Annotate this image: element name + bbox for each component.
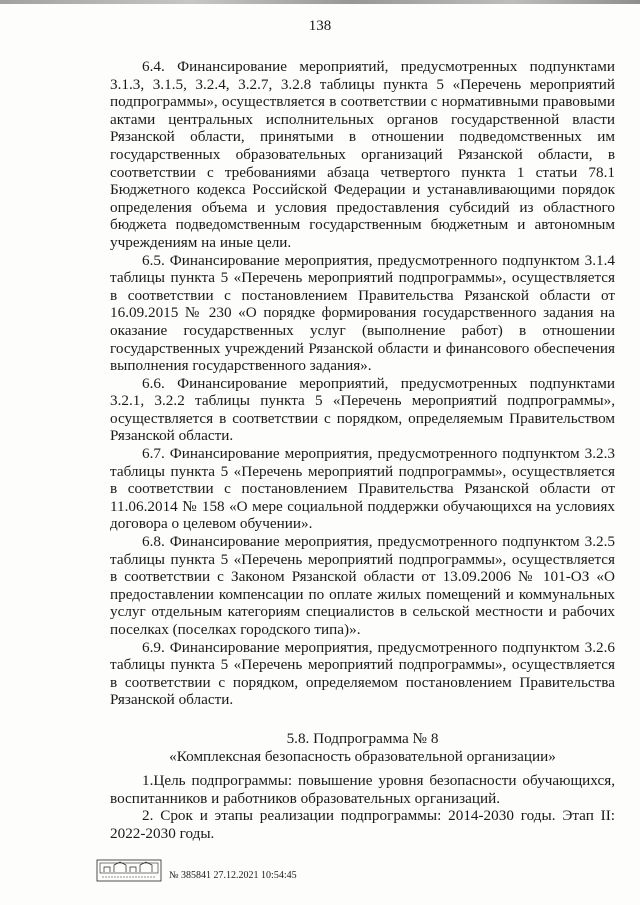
paragraph-6-9: 6.9. Финансирование мероприятия, предусмотренного подпунктом 3.2.6 таблицы пункта 5 «Перечень мероприятий подпрограммы», осуществляется в соответствии с порядком, определяемом постановлением Правительства Рязанской области. xyxy=(110,638,615,709)
scan-top-edge xyxy=(0,0,640,4)
document-registration-stamp: № 385841 27.12.2021 10:54:45 xyxy=(169,870,297,881)
paragraph-6-4: 6.4. Финансирование мероприятий, предусмотренных подпунктами 3.1.3, 3.1.5, 3.2.4, 3.2.7, 3.2.8 таблицы пункта 5 «Перечень мероприятий подпрограммы», осуществляется в соответствии с нормативными правовыми актами центральных исполнительных органов государственной власти Рязанской области, принятыми в отношении подведомственных им государственных образовательных организаций Рязанской области, в соответствии с требованиями абзаца четвертого пункта 1 статьи 78.1 Бюджетного кодекса Российской Федерации и устанавливающими порядок определения объема и условия предоставления субсидий из областного бюджета подведомственным государственным бюджетным и автономным учреждениям на иные цели. xyxy=(110,58,615,251)
document-footer xyxy=(96,858,396,898)
paragraph-6-5: 6.5. Финансирование мероприятия, предусмотренного подпунктом 3.1.4 таблицы пункта 5 «Перечень мероприятий подпрограммы», осуществляется в соответствии с постановлением Правительства Рязанской области от 16.09.2015 № 230 «О порядке формирования государственного задания на оказание государственных услуг (выполнение работ) в отношении государственных учреждений Рязанской области и финансового обеспечения выполнения государственного задания». xyxy=(110,251,615,375)
section-heading: 5.8. Подпрограмма № 8 xyxy=(286,729,439,747)
registry-stamp-icon xyxy=(96,858,162,884)
paragraph-6-7: 6.7. Финансирование мероприятия, предусмотренного подпунктом 3.2.3 таблицы пункта 5 «Перечень мероприятий подпрограммы», осуществляется в соответствии с постановлением Правительства Рязанской области от 11.06.2014 № 158 «О мере социальной поддержки обучающихся на условиях договора о целевом обучении». xyxy=(110,445,615,533)
document-body xyxy=(110,58,615,843)
section-term-paragraph: 2. Срок и этапы реализации подпрограммы: 2014-2030 годы. Этап II: 2022-2030 годы. xyxy=(110,807,615,842)
paragraph-6-8: 6.8. Финансирование мероприятия, предусмотренного подпунктом 3.2.5 таблицы пункта 5 «Перечень мероприятий подпрограммы», осуществляется в соответствии с Законом Рязанской области от 13.09.2006 № 101-ОЗ «О предоставлении компенсации по оплате жилых помещений и коммунальных услуг отдельным категориям специалистов в сельской местности и рабочих поселках (поселках городского типа)». xyxy=(110,533,615,638)
section-subtitle: «Комплексная безопасность образовательной организации» xyxy=(169,747,556,765)
page-number: 138 xyxy=(308,18,332,34)
paragraph-6-6: 6.6. Финансирование мероприятий, предусмотренных подпунктами 3.2.1, 3.2.2 таблицы пункта 5 «Перечень мероприятий подпрограммы», осуществляется в соответствии с порядком, определяемым Правительством Рязанской области. xyxy=(110,374,615,445)
section-goal-paragraph: 1.Цель подпрограммы: повышение уровня безопасности обучающихся, воспитанников и работников образовательных организаций. xyxy=(110,772,615,807)
